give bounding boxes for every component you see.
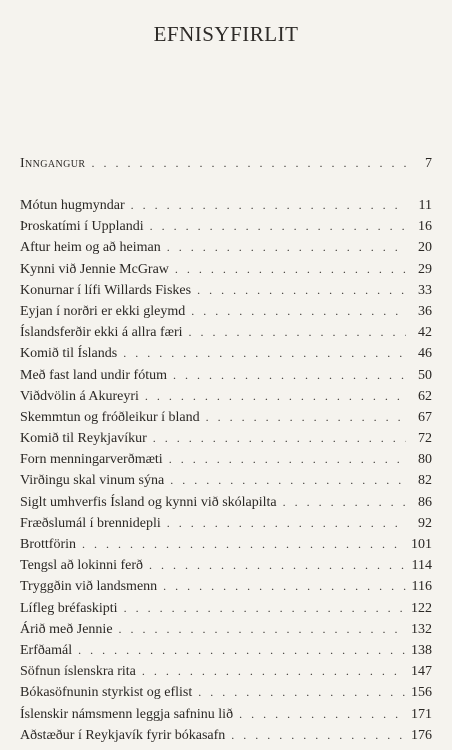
dot-leader <box>82 534 405 555</box>
toc-entry-label: Forn menningarverðmæti <box>20 452 163 468</box>
dot-leader <box>189 322 407 343</box>
toc-entry-page: 101 <box>411 537 432 552</box>
toc-entry-label: Tryggðin við landsmenn <box>20 579 158 595</box>
toc-entry-page: 7 <box>425 156 432 171</box>
dot-leader <box>145 386 406 407</box>
toc-entry <box>20 428 432 449</box>
toc-entry-label: Árið með Jennie <box>20 621 113 637</box>
toc-entry-page: 114 <box>411 558 432 574</box>
toc-entry <box>20 576 432 597</box>
dot-leader <box>170 470 406 491</box>
toc-entry-label: Skemmtun og fróðleikur í bland <box>20 409 200 425</box>
dot-leader <box>169 449 406 470</box>
toc-entry-label: Lífleg bréfaskipti <box>20 600 118 616</box>
toc-entry <box>20 492 432 513</box>
toc-entry-label: Komið til Íslands <box>20 346 118 362</box>
toc-entry <box>20 598 432 619</box>
dot-leader <box>150 216 406 237</box>
dot-leader <box>175 259 406 280</box>
toc-entry-label: Brottförin <box>20 537 76 552</box>
toc-entry-label: Eyjan í norðri er ekki gleymd <box>20 303 186 319</box>
toc-entry-label: Fræðslumál í brennidepli <box>20 515 161 531</box>
toc-entry-page: 42 <box>418 325 432 341</box>
toc-entry-page: 156 <box>411 685 432 701</box>
toc-entry <box>20 301 432 322</box>
dot-leader <box>163 576 405 597</box>
toc-entry <box>20 534 432 555</box>
dot-leader <box>283 492 406 513</box>
toc-entry <box>20 259 432 280</box>
toc-entry-label: Viðdvölin á Akureyri <box>20 388 139 404</box>
toc-entry-page: 16 <box>418 219 432 235</box>
toc-entry-label: Tengsl að lokinni ferð <box>20 558 144 574</box>
dot-leader <box>119 619 405 640</box>
toc-entry <box>20 365 432 386</box>
toc-entry <box>20 449 432 470</box>
dot-leader <box>173 365 406 386</box>
dot-leader <box>206 407 406 428</box>
toc-entry-page: 147 <box>411 664 432 680</box>
toc-entry-label: Inngangur <box>20 156 86 171</box>
toc-entry-page: 176 <box>411 727 432 743</box>
dot-leader <box>78 640 405 661</box>
toc-entry-label: Erfðamál <box>20 642 73 658</box>
toc-entry-page: 72 <box>418 431 432 447</box>
dot-leader <box>239 704 405 725</box>
toc-entry-page: 116 <box>411 579 432 595</box>
toc-entry-page: 82 <box>418 473 432 489</box>
toc-entry-label: Siglt umhverfis Ísland og kynni við skólapilta <box>20 494 277 510</box>
toc-entry-page: 33 <box>418 282 432 298</box>
toc-entry <box>20 280 432 301</box>
toc-entry-page: 29 <box>418 261 432 277</box>
toc-entry-label: Kynni við Jennie McGraw <box>20 261 169 277</box>
toc-entry-page: 67 <box>418 409 432 425</box>
toc-entry <box>20 725 432 746</box>
dot-leader <box>167 237 406 258</box>
toc-entry <box>20 513 432 534</box>
dot-leader <box>191 301 406 322</box>
toc-entry <box>20 640 432 661</box>
toc-entry-label: Konurnar í lífi Willards Fiskes <box>20 282 192 298</box>
toc-entry <box>20 237 432 258</box>
toc-entry-label: Mótun hugmyndar <box>20 198 125 213</box>
toc-entry <box>20 704 432 725</box>
toc-entry <box>20 195 432 216</box>
dot-leader <box>153 428 406 449</box>
dot-leader <box>124 598 405 619</box>
toc-entry <box>20 682 432 703</box>
dot-leader <box>231 725 405 746</box>
dot-leader <box>123 343 406 364</box>
toc-entry-label: Virðingu skal vinum sýna <box>20 473 165 489</box>
toc-entry-label: Söfnun íslenskra rita <box>20 664 136 680</box>
dot-leader <box>149 555 405 576</box>
page-title: EFNISYFIRLIT <box>153 22 299 46</box>
dot-leader <box>197 280 406 301</box>
toc-entry-page: 92 <box>418 515 432 531</box>
toc-entry <box>20 153 432 174</box>
toc-entry-label: Aðstæður í Reykjavík fyrir bókasafn <box>20 727 226 743</box>
toc-entry-page: 122 <box>411 600 432 616</box>
toc-entry <box>20 470 432 491</box>
dot-leader <box>142 661 405 682</box>
toc-entry-page: 50 <box>418 367 432 383</box>
toc-entry-page: 138 <box>411 642 432 658</box>
dot-leader <box>167 513 406 534</box>
toc-entry <box>20 619 432 640</box>
table-of-contents <box>20 195 432 746</box>
toc-entry-page: 132 <box>411 621 432 637</box>
toc-entry-label: Bókasöfnunin styrkist og eflist <box>20 685 193 701</box>
toc-entry <box>20 386 432 407</box>
toc-entry <box>20 661 432 682</box>
dot-leader <box>198 682 405 703</box>
toc-entry-page: 171 <box>411 706 432 722</box>
toc-entry-label: Íslenskir námsmenn leggja safninu lið <box>20 706 234 722</box>
toc-entry-label: Þroskatími í Upplandi <box>20 219 144 235</box>
toc-entry-label: Aftur heim og að heiman <box>20 240 161 256</box>
dot-leader <box>91 153 406 174</box>
toc-entry-label: Komið til Reykjavíkur <box>20 431 147 447</box>
toc-entry <box>20 216 432 237</box>
toc-entry <box>20 555 432 576</box>
toc-entry <box>20 343 432 364</box>
toc-entry-label: Íslandsferðir ekki á allra færi <box>20 325 183 341</box>
toc-entry-page: 11 <box>418 198 432 213</box>
toc-entry-page: 36 <box>418 303 432 319</box>
toc-entry-page: 46 <box>418 346 432 362</box>
toc-entry <box>20 322 432 343</box>
toc-entry-page: 80 <box>418 452 432 468</box>
dot-leader <box>131 195 406 216</box>
toc-entry-page: 62 <box>418 388 432 404</box>
toc-intro-entry <box>20 153 432 174</box>
toc-entry-label: Með fast land undir fótum <box>20 367 167 383</box>
toc-entry-page: 86 <box>418 494 432 510</box>
toc-entry <box>20 407 432 428</box>
toc-entry-page: 20 <box>418 240 432 256</box>
